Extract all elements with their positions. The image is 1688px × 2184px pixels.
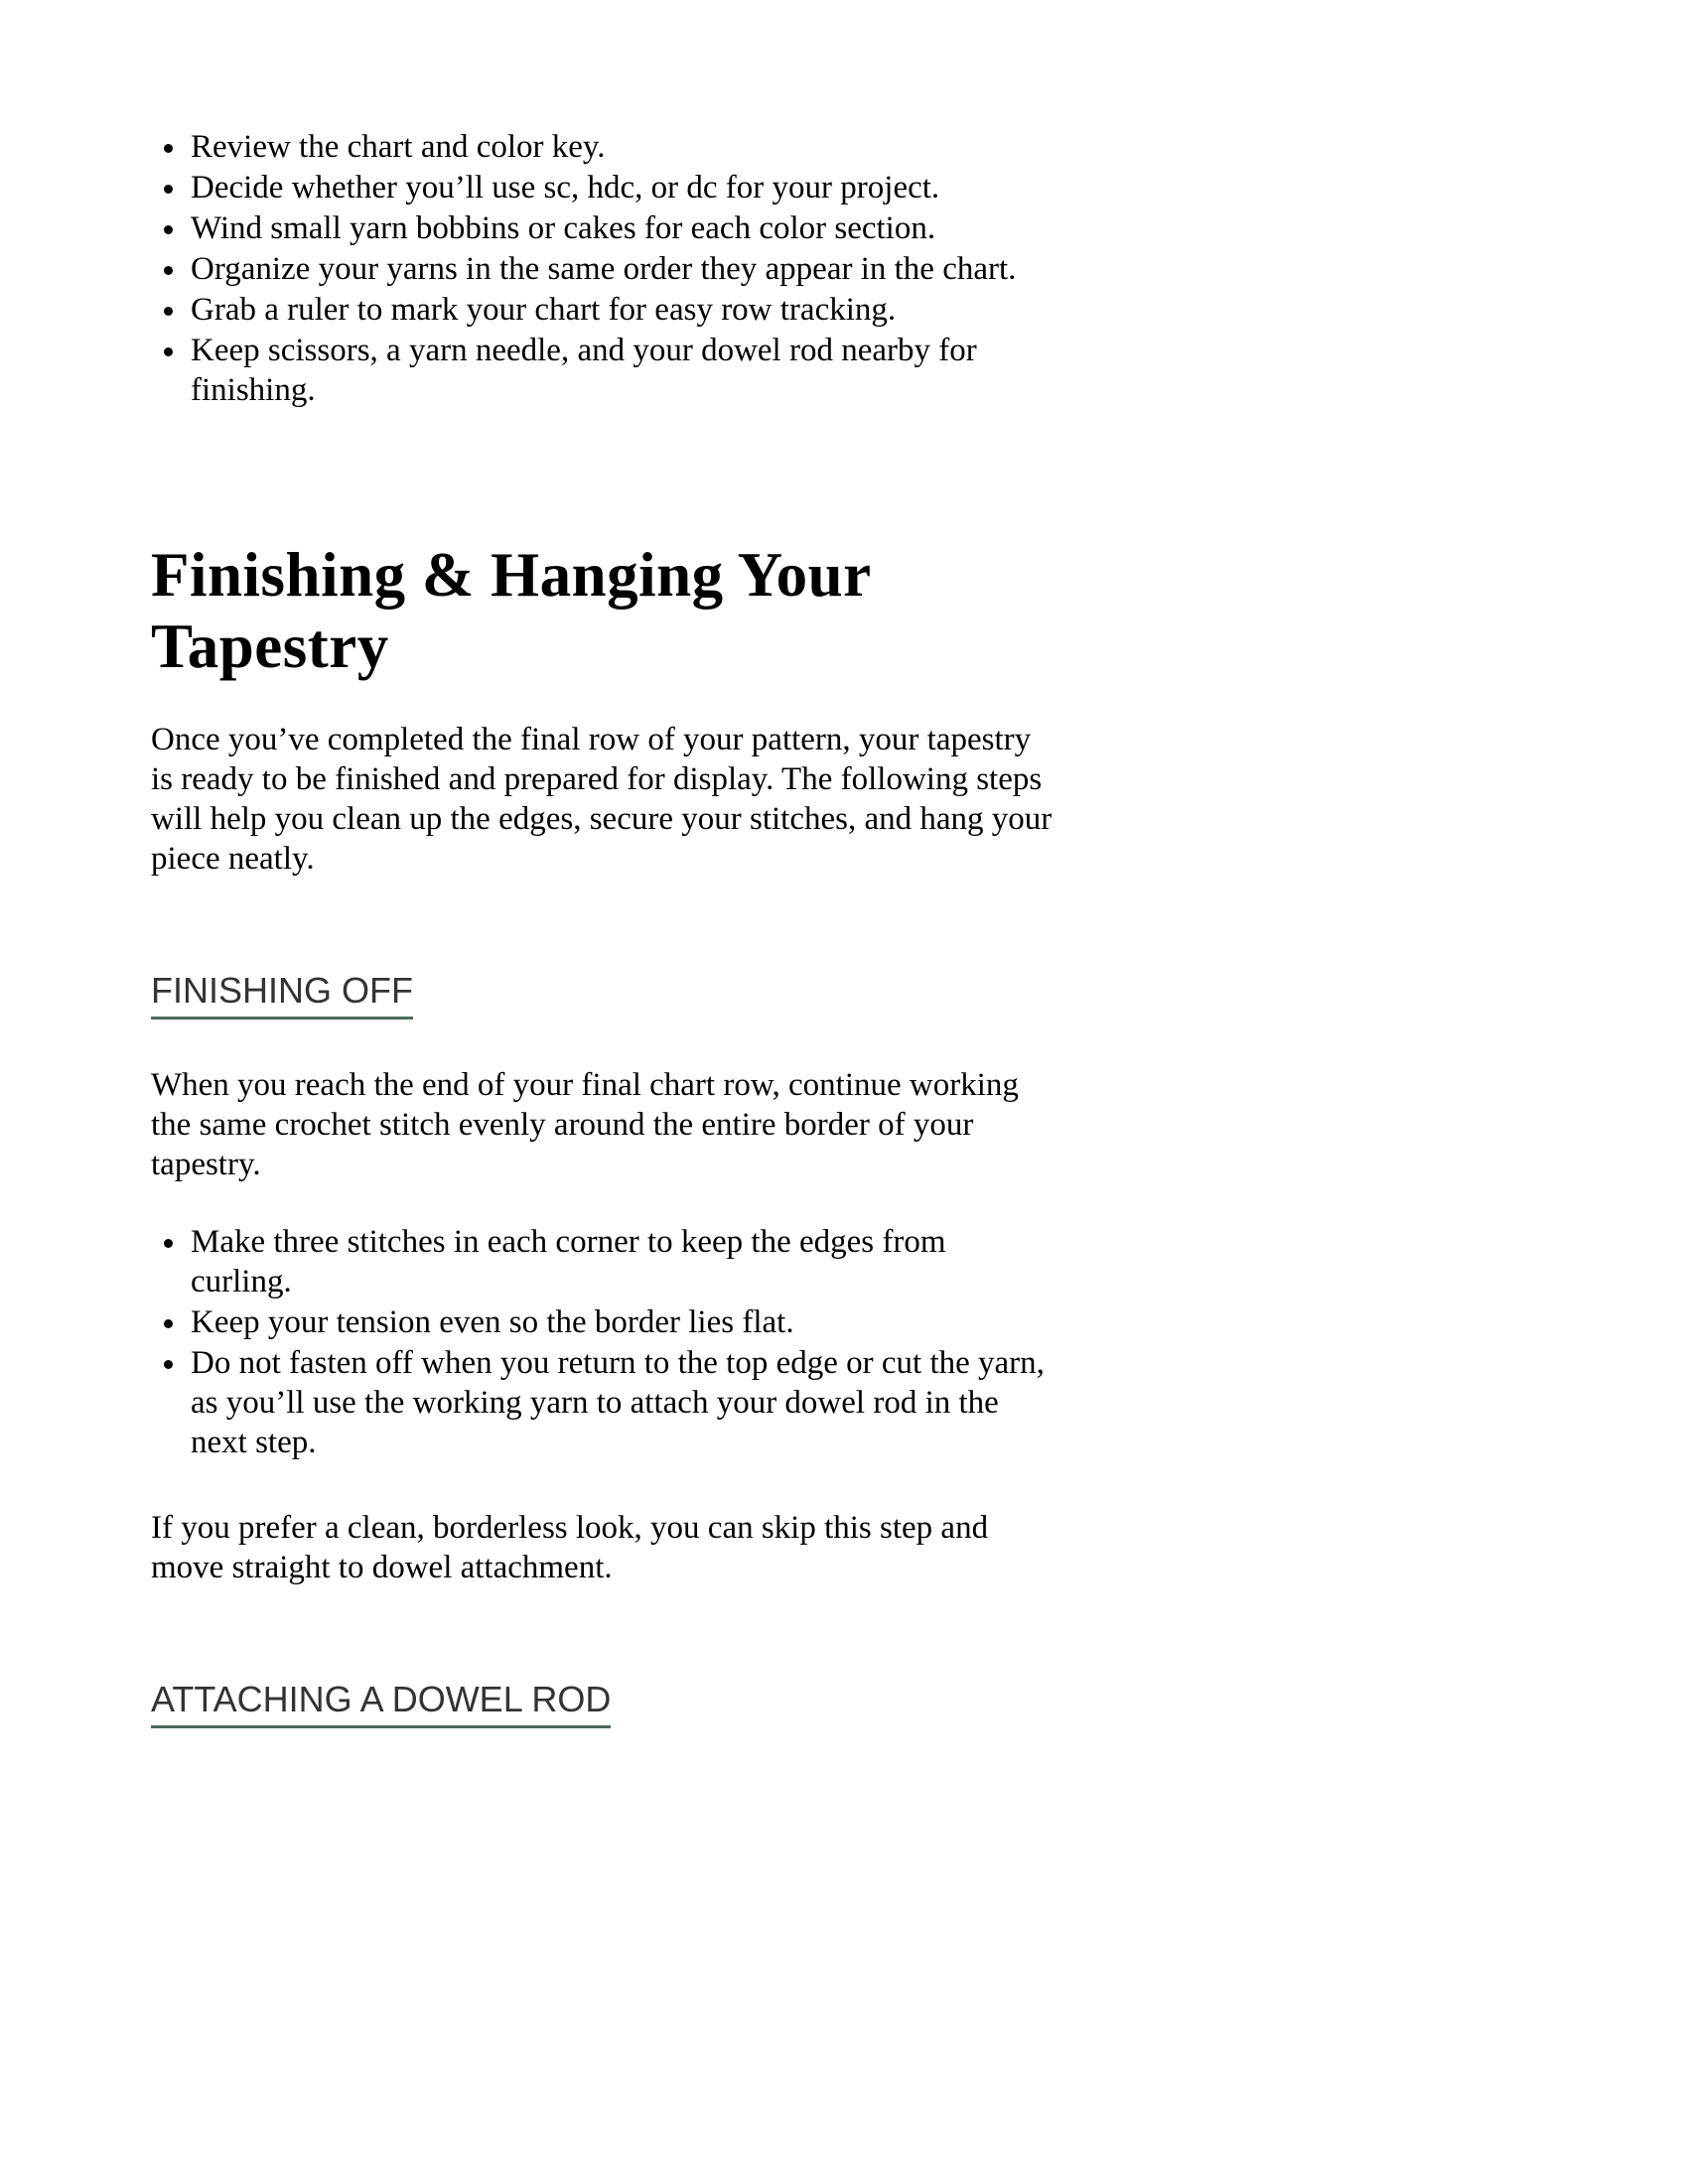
section-heading-text: FINISHING OFF	[151, 970, 413, 1020]
section-heading-text: ATTACHING A DOWEL ROD	[151, 1679, 611, 1728]
finishing-off-closing-paragraph: If you prefer a clean, borderless look, you can skip this step and move straight to dowel attachment.	[151, 1510, 989, 1585]
list-item: • Review the chart and color key.	[189, 127, 1053, 167]
section-heading-attaching-dowel	[151, 1679, 1053, 1728]
prep-checklist	[151, 127, 1053, 410]
intro-paragraph: Once you’ve completed the final row of your pattern, your tapestry is ready to be finished and prepared for display. The following steps will help you clean up the edges, secure your stitches, and hang your piece neatly.	[151, 722, 1053, 877]
list-item: • Keep scissors, a yarn needle, and your dowel rod nearby for finishing.	[189, 331, 1053, 410]
list-item: • Do not fasten off when you return to the top edge or cut the yarn, as you’ll use the working yarn to attach your dowel rod in the next step.	[189, 1343, 1053, 1462]
finishing-off-paragraph: When you reach the end of your final chart row, continue working the same crochet stitch evenly around the entire border of your tapestry.	[151, 1067, 1019, 1182]
list-item: • Wind small yarn bobbins or cakes for each color section.	[189, 208, 1053, 248]
section-heading-finishing-off	[151, 970, 1053, 1020]
list-item: • Decide whether you’ll use sc, hdc, or dc for your project.	[189, 168, 1053, 207]
content-column	[151, 127, 1053, 1907]
list-item: • Make three stitches in each corner to keep the edges from curling.	[189, 1222, 1053, 1301]
list-item: • Grab a ruler to mark your chart for easy row tracking.	[189, 290, 1053, 330]
main-heading: Finishing & Hanging Your Tapestry	[151, 540, 871, 681]
finishing-off-list	[151, 1222, 1053, 1462]
bottom-margin	[151, 1728, 1053, 1907]
list-item: • Keep your tension even so the border lies flat.	[189, 1302, 1053, 1342]
list-item: • Organize your yarns in the same order they appear in the chart.	[189, 249, 1053, 289]
